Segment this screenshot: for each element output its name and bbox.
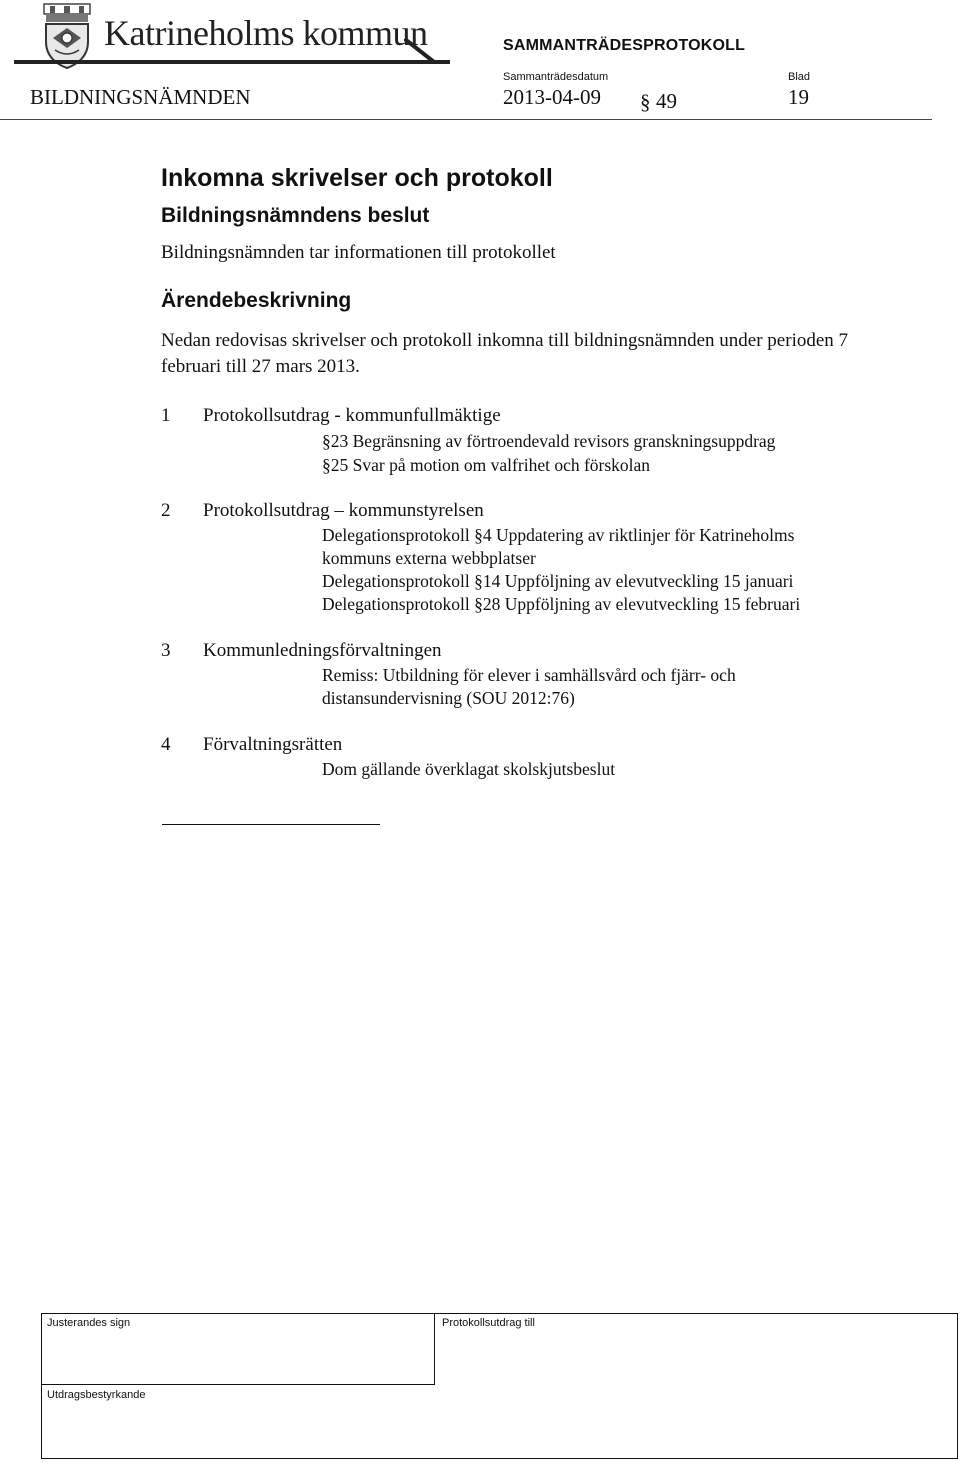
list-subitem: kommuns externa webbplatser	[322, 548, 536, 568]
header-divider	[0, 119, 932, 120]
page-label: Blad	[788, 71, 811, 83]
description-heading: Ärendebeskrivning	[161, 289, 352, 312]
extract-to-label: Protokollsutdrag till	[442, 1317, 535, 1329]
sign-label: Justerandes sign	[47, 1317, 131, 1329]
page-number: 19	[788, 85, 809, 109]
meeting-date-label: Sammanträdesdatum	[503, 71, 609, 83]
signature-box	[41, 1313, 958, 1459]
description-text: Nedan redovisas skrivelser och protokoll inkomna till bildningsnämnden under perioden 7 februari till 27 mars 2013.	[161, 330, 849, 377]
header-logo-underline	[14, 60, 450, 64]
meeting-date: 2013-04-09	[503, 85, 601, 109]
list-subitem: Remiss: Utbildning för elever i samhällsvård och fjärr- och	[322, 665, 736, 685]
paragraph-sign: §	[640, 90, 651, 114]
page-title: Inkomna skrivelser och protokoll	[161, 164, 553, 192]
list-subitem: §25 Svar på motion om valfrihet och förskolan	[322, 455, 651, 475]
list-item-title: Protokollsutdrag – kommunstyrelsen	[203, 500, 484, 521]
list-subitem: distansundervisning (SOU 2012:76)	[322, 688, 575, 708]
list-item-number: 3	[161, 640, 171, 661]
document-type-title: SAMMANTRÄDESPROTOKOLL	[503, 37, 746, 54]
signature-box-divider	[41, 1384, 434, 1385]
list-item-number: 1	[161, 405, 171, 426]
paragraph-number: 49	[656, 89, 677, 113]
signature-box-divider	[434, 1313, 435, 1385]
list-item-number: 4	[161, 734, 171, 755]
list-subitem: Delegationsprotokoll §14 Uppföljning av elevutveckling 15 januari	[322, 571, 794, 591]
list-item-title: Protokollsutdrag - kommunfullmäktige	[203, 405, 501, 426]
section-end-rule	[162, 824, 380, 825]
list-item-number: 2	[161, 500, 171, 521]
list-item-title: Kommunledningsförvaltningen	[203, 640, 442, 661]
committee-name: BILDNINGSNÄMNDEN	[30, 85, 251, 109]
logo-swoosh-icon	[404, 36, 450, 71]
organization-name: Katrineholms kommun	[104, 13, 428, 53]
decision-text: Bildningsnämnden tar informationen till protokollet	[161, 242, 556, 263]
list-subitem: Delegationsprotokoll §28 Uppföljning av elevutveckling 15 februari	[322, 594, 801, 614]
decision-heading: Bildningsnämndens beslut	[161, 204, 430, 227]
list-subitem: Dom gällande överklagat skolskjutsbeslut	[322, 759, 616, 779]
list-subitem: Delegationsprotokoll §4 Uppdatering av riktlinjer för Katrineholms	[322, 525, 795, 545]
list-item-title: Förvaltningsrätten	[203, 734, 343, 755]
certifier-label: Utdragsbestyrkande	[47, 1389, 146, 1401]
list-subitem: §23 Begränsning av förtroendevald revisors granskningsuppdrag	[322, 431, 776, 451]
